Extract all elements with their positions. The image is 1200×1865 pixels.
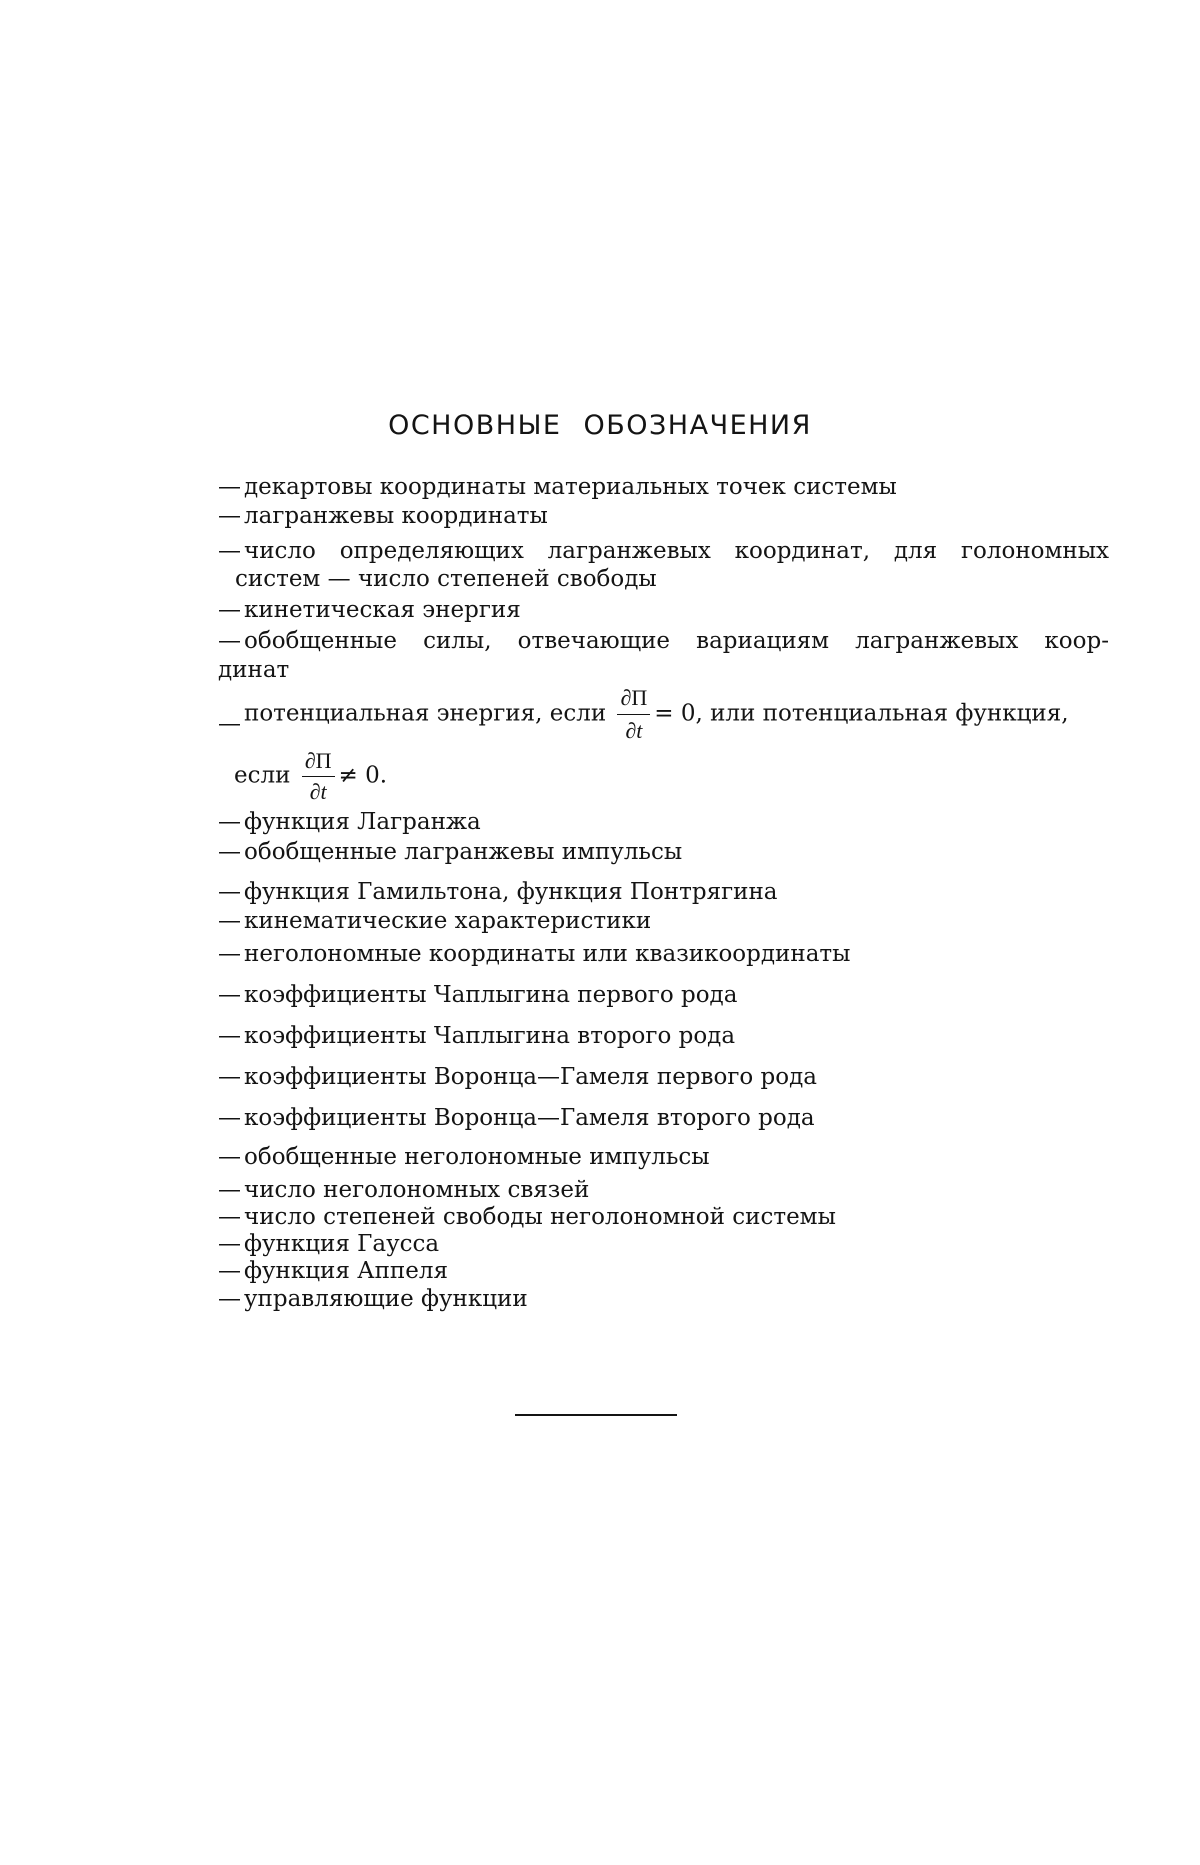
description: коэффициенты Воронца—Гамеля второго рода	[244, 1105, 815, 1131]
description: функция Лагранжа	[244, 809, 481, 835]
description: неголономные координаты или квазикоординаты	[244, 941, 851, 967]
dash: —	[218, 597, 241, 623]
title-word-1: ОСНОВНЫЕ	[388, 410, 562, 441]
description: коэффициенты Чаплыгина второго рода	[244, 1023, 736, 1049]
description: лагранжевы координаты	[244, 503, 548, 529]
dash: —	[218, 941, 241, 967]
description: число определяющих лагранжевых координат, для голономных	[244, 538, 1109, 564]
description: функция Гамильтона, функция Понтрягина	[244, 879, 778, 905]
fraction: $\frac{\partial П}{\partial t}$	[302, 748, 335, 805]
dash: —	[218, 809, 241, 835]
dash: —	[218, 1231, 241, 1257]
description: управляющие функции	[244, 1286, 528, 1312]
description: декартовы координаты материальных точек системы	[244, 474, 897, 500]
description: коэффициенты Воронца—Гамеля первого рода	[244, 1064, 817, 1090]
closing-rule	[515, 1414, 677, 1416]
dash: —	[218, 1105, 241, 1131]
description: число неголономных связей	[244, 1177, 590, 1203]
description: кинематические характеристики	[244, 908, 652, 934]
dash: —	[218, 474, 241, 500]
dash: —	[218, 538, 241, 564]
dash: —	[218, 1064, 241, 1090]
dash: —	[218, 1204, 241, 1230]
description-continuation: динат	[218, 657, 290, 683]
description: потенциальная энергия, если $\frac{\partial П}{\partial t}$ = 0, или потенциальная функция,	[244, 685, 1069, 743]
dash: —	[218, 839, 241, 865]
description: коэффициенты Чаплыгина первого рода	[244, 982, 738, 1008]
dash: —	[218, 711, 241, 737]
description: функция Аппеля	[244, 1258, 448, 1284]
dash: —	[218, 1258, 241, 1284]
fraction: $\frac{\partial П}{\partial t}$	[617, 684, 650, 745]
dash: —	[218, 503, 241, 529]
description: число степеней свободы неголономной системы	[244, 1204, 836, 1230]
dash: —	[218, 1023, 241, 1049]
description: обобщенные неголономные импульсы	[244, 1144, 710, 1170]
dash: —	[218, 982, 241, 1008]
description: обобщенные силы, отвечающие вариациям лагранжевых коор-	[244, 628, 1109, 654]
page-title	[0, 410, 1200, 441]
description: функция Гаусса	[244, 1231, 440, 1257]
dash: —	[218, 879, 241, 905]
dash: —	[218, 628, 241, 654]
dash: —	[218, 1177, 241, 1203]
dash: —	[218, 908, 241, 934]
description: кинетическая энергия	[244, 597, 521, 623]
description: обобщенные лагранжевы импульсы	[244, 839, 683, 865]
title-word-2: ОБОЗНАЧЕНИЯ	[583, 410, 812, 441]
dash: —	[218, 1286, 241, 1312]
description-continuation: если $\frac{\partial П}{\partial t}$ ≠ 0.	[234, 748, 388, 804]
dash: —	[218, 1144, 241, 1170]
description-continuation: систем — число степеней свободы	[235, 566, 657, 592]
